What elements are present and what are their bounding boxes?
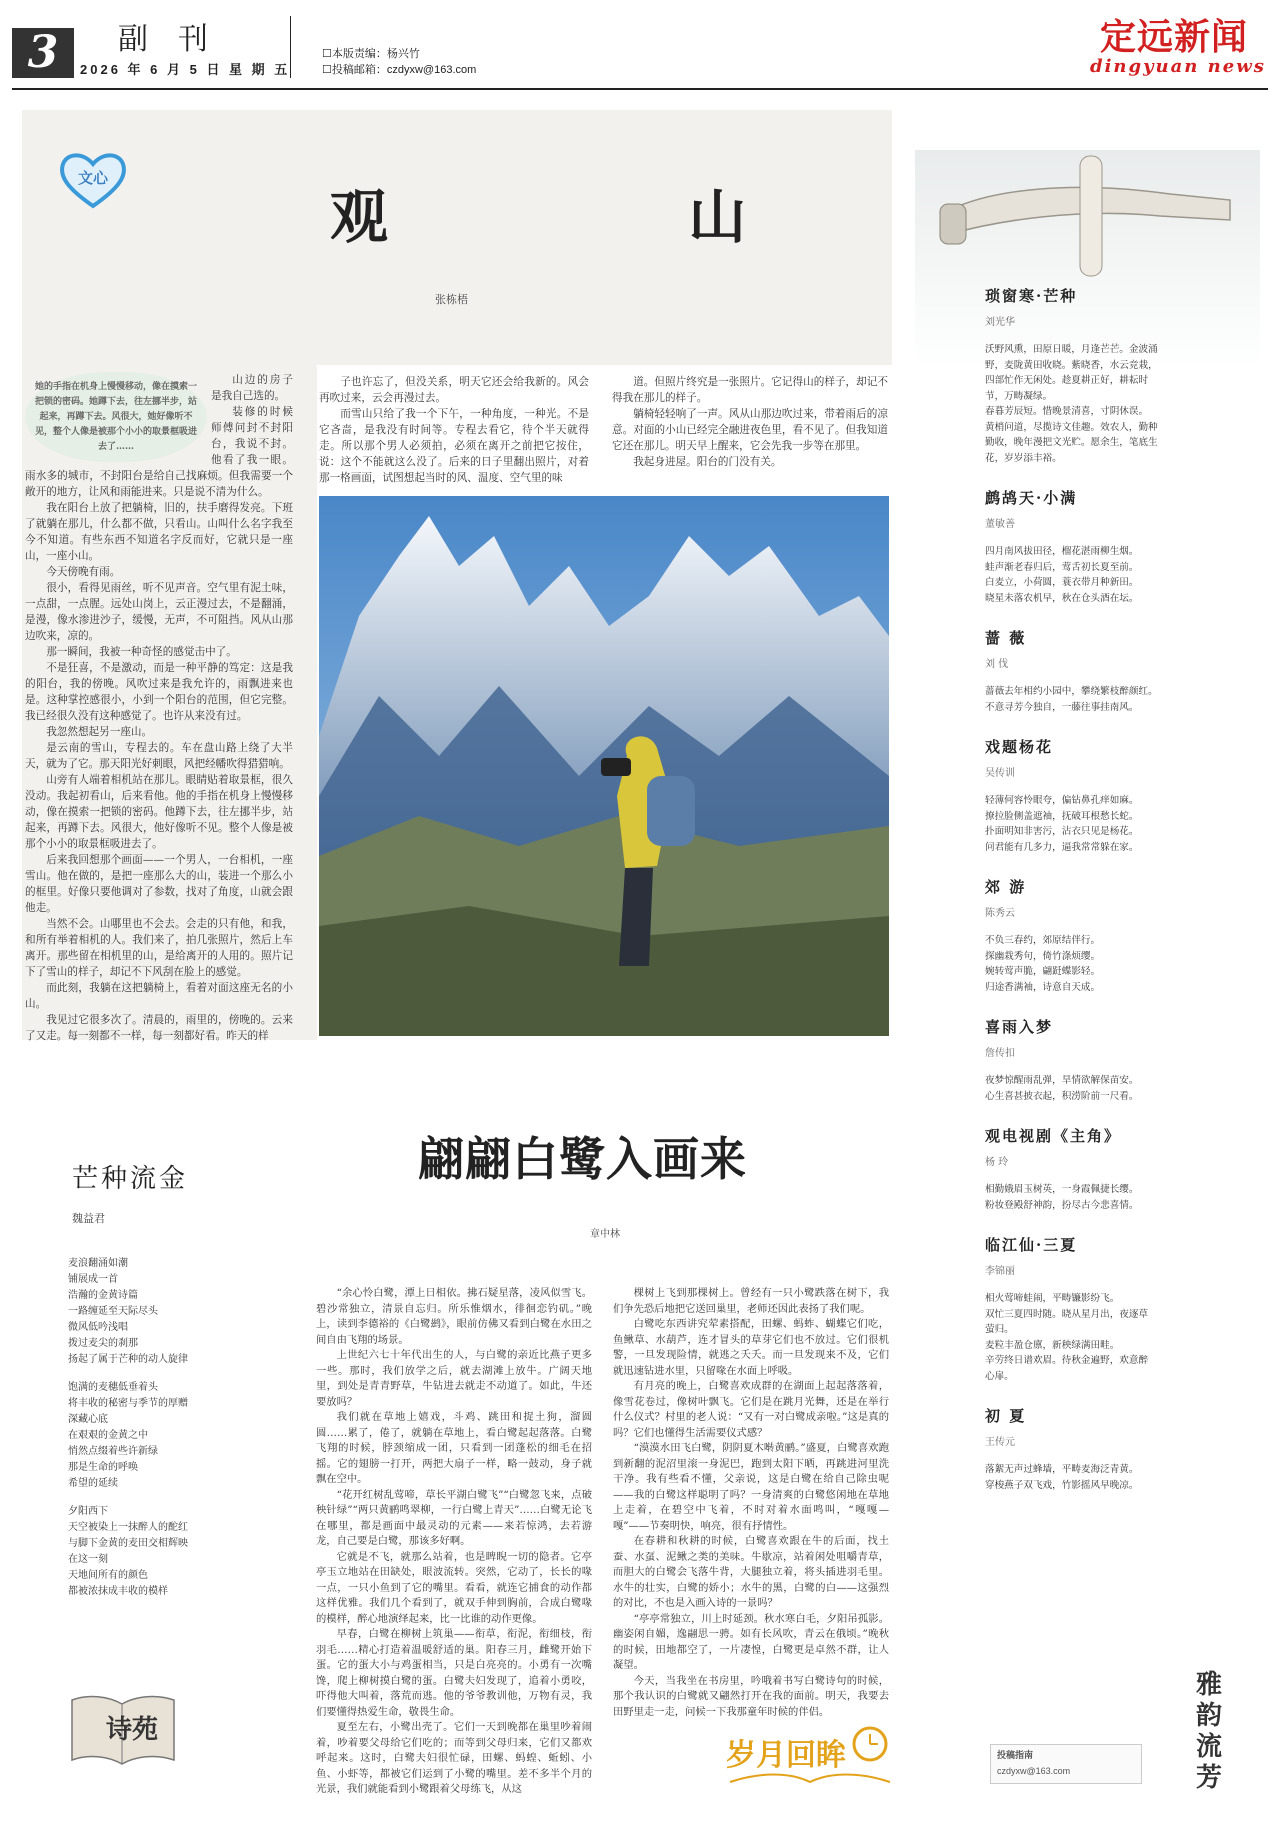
poem-line: 白麦立，小荷圆，蓑衣带月种新田。 — [985, 577, 1139, 588]
paragraph: 装修的时候师傅问封不封阳台，我说不封。他看了我一眼。雨水多的城市，不封阳台是给自己找麻烦。但我需要一个敞开的地方，让风和雨能进来。只是说不清为什么。 — [25, 406, 293, 498]
poem-title: 郊 游 — [985, 878, 1027, 896]
poem-line: 天空被染上一抹醉人的酡红 — [68, 1522, 188, 1533]
paragraph: 夏至左右，小鹭出壳了。它们一天到晚都在巢里吵着闹着，吵着要父母给它们吃的；而等到父母归来，它们又都欢呼起来。这时，白鹭夫妇很忙碌，田螺、蚂蝗、蚯蚓、小鱼、小虾等，都被它们运到了小鹭的嘴里。差不多半个月的光景，我们就能看到小鹭跟着父母练飞，从这 — [316, 1721, 592, 1795]
paragraph: 而此刻，我躺在这把躺椅上，看着对面这座无名的小山。 — [25, 982, 293, 1010]
left-poem-body — [68, 1256, 188, 1612]
poem-line: 铺展成一首 — [68, 1274, 118, 1285]
poem-line: 相火莺啼蛙闹，平畴镰影纷飞。 — [985, 1293, 1120, 1304]
poem-line: 花，岁岁添丰裕。 — [985, 452, 1062, 464]
snow-mountain-photo — [319, 496, 889, 1036]
poem-author: 董敏善 — [985, 519, 1015, 530]
poem-line: 心生喜甚披衣起，积涝阶前一尺看。 — [985, 1090, 1139, 1102]
badge-label: 文心 — [77, 169, 109, 187]
poem-block — [985, 488, 1245, 606]
poem-line: 撩拉脸侧盖遮袖，抚破耳根愁长蛇。 — [985, 810, 1139, 822]
paragraph: 我们就在草地上嬉戏，斗鸡、跳田和捉土狗，溜圆圆……累了，倦了，就躺在草地上，看白鹭起起落落。白鹭飞翔的时候，脖颈缩成一团，只看到一团蓬松的细毛在招摇。它的翅膀一打开，两把大扇子一样，略一鼓动，身子就飘在空中。 — [316, 1411, 592, 1485]
poem-line: 在这一刻 — [68, 1554, 108, 1565]
poem-title: 初 夏 — [985, 1407, 1027, 1425]
article2-column-2 — [613, 1286, 889, 1720]
guide-title: 投稿指南 — [997, 1750, 1034, 1760]
poem-line: 双忙三夏四时随。晓从星月出，夜逐草 — [985, 1308, 1149, 1320]
article-column-3 — [612, 374, 888, 470]
poem-title: 琐窗寒·芒种 — [985, 287, 1078, 305]
paragraph: 不是狂喜，不是激动，而是一种平静的笃定：这是我的阳台，我的傍晚。风吹过来是我允许的，雨飘进来也是。这种掌控感很小，小到一个阳台的范围，但它完整。我已经很久没有这种感觉了。也许从来没有过。 — [25, 662, 293, 722]
poem-author: 刘 伐 — [985, 659, 1009, 670]
poem-title: 鹧鸪天·小满 — [985, 489, 1078, 507]
paragraph: 上世纪六七十年代出生的人，与白鹭的亲近比燕子更多一些。那时，我们放学之后，就去湖滩上放牛。广阔天地里，到处是青青野草，牛钻进去就走不动道了。如此，牛还要放吗？ — [316, 1349, 592, 1408]
poem-line: 深藏心底 — [68, 1414, 108, 1425]
poem-block — [985, 877, 1245, 995]
poem-author: 陈秀云 — [985, 908, 1015, 919]
poem-line: 心扉。 — [985, 1370, 1014, 1382]
editor-line: ☐本版责编：杨兴竹 — [322, 48, 420, 60]
stanza — [68, 1380, 188, 1492]
intro-spacer — [25, 372, 211, 464]
paragraph: “漠漠水田飞白鹭，阴阴夏木啭黄鹂。”盛夏，白鹭喜欢跑到新翻的泥沼里滚一身泥巴，跑到太阳下晒，再跳进河里洗干净。我有些看不懂，父亲说，这是白鹭在给自己除虫呢——我的白鹭这样聪明了吗？一身清爽的白鹭悠闲地在草地上走着，在碧空中飞着，不时对着水面鸣叫，“嘎嘎—嘎”——节奏明快，响亮，很有抒情性。 — [613, 1442, 889, 1532]
paragraph: 我见过它很多次了。清晨的，雨里的，傍晚的。云来了又走。每一刻都不一样，每一刻都好看。昨天的样 — [25, 1014, 293, 1042]
paragraph: 我在阳台上放了把躺椅，旧的，扶手磨得发亮。下班了就躺在那儿，什么都不做，只看山。山叫什么名字我至今不知道。有些东西不知道名字反而好，它就只是一座山，一座小山。 — [25, 502, 293, 562]
stanza — [68, 1504, 188, 1600]
poem-line: 辛劳终日谱欢眉。待秋金遍野，欢意醉 — [985, 1355, 1149, 1366]
column-name-vertical: 雅韵流芳 — [1196, 1670, 1223, 1793]
poem-line: 蔷薇去年相约小园中，攀绕繁枝醉颜红。 — [985, 686, 1158, 697]
article-column-2 — [319, 374, 589, 486]
paragraph: 道。但照片终究是一张照片。它记得山的样子，却记不得我在那儿的样子。 — [612, 376, 888, 404]
article2-author: 章中林 — [590, 1229, 620, 1240]
poem-line: 粉妆登殿舒神韵，扮尽古今悲喜情。 — [985, 1199, 1139, 1211]
poem-block — [985, 628, 1245, 715]
poem-line: 轻薄何容怜眼夸，偏钻鼻孔痒如麻。 — [985, 795, 1139, 806]
poem-line: 晓星未落农机早，秋在仓头酒在坛。 — [985, 592, 1139, 604]
poem-line: 相勤娥眉玉树英，一身霞佩捷长缨。 — [985, 1184, 1139, 1195]
poem-line: 问君能有几多力，逼我常常躲在家。 — [985, 841, 1139, 853]
poem-title: 蔷 薇 — [985, 629, 1027, 647]
paragraph: 那一瞬间，我被一种奇怪的感觉击中了。 — [46, 646, 237, 658]
paragraph: 早春，白鹭在柳树上筑巢——衔草，衔泥，衔细枝，衔羽毛……精心打造着温暖舒适的巢。阳春三月，雌鹭开始下蛋。它的蛋大小与鸡蛋相当，只是白亮亮的。小勇有一次嘴馋，爬上柳树摸白鹭的蛋。白鹭夫妇发现了，追着小勇咬，吓得他大叫着，落荒而逃。他的爷爷教训他，万物有灵，我们要懂得热爱生命，敬畏生命。 — [316, 1628, 592, 1718]
poem-title: 戏题杨花 — [985, 738, 1054, 756]
poem-line: 微风低吟浅唱 — [68, 1322, 128, 1333]
paragraph: 今天，当我坐在书房里，吟哦着书写白鹭诗句的时候，那个我认识的白鹭就又翩然打开在我的面前。明天，我要去田野里走一走，问候一下我那童年时候的伴侣。 — [613, 1674, 889, 1718]
paragraph: 很小，看得见雨丝，听不见声音。空气里有泥土味，一点甜，一点腥。远处山岗上，云正漫过去，不是翻涌，是漫，像水渗进沙子，缓慢，无声，不可阻挡。风从山那边吹来，凉的。 — [25, 582, 293, 642]
article2-column-1 — [316, 1286, 592, 1798]
paragraph: 躺椅轻轻响了一声。风从山那边吹过来，带着雨后的凉意。对面的小山已经完全融进夜色里，看不见了。但我知道它还在那儿。明天早上醒来，它会先我一步等在那里。 — [612, 408, 888, 452]
poem-line: 浩瀚的金黄诗篇 — [68, 1290, 138, 1301]
paragraph: 而雪山只给了我一个下午，一种角度，一种光。不是它吝啬，是我没有时间等。专程去看它，待个半天就得走。所以那个男人必须拍，必须在离开之前把它按住，说：这个不能就这么没了。后来的日子里翻出照片，对着那一格画面，试图想起当时的风、温度、空气里的味 — [319, 408, 589, 484]
poem-line: 野，麦陇黄田收晓。紫晓香，水云竞栽， — [985, 359, 1158, 371]
poem-line: 将丰收的秘密与季节的厚赠 — [68, 1398, 188, 1409]
paragraph: 棵树上飞到那棵树上。曾经有一只小鹭跌落在树下，我们争先恐后地把它送回巢里，老师还因此表扬了我们呢。 — [613, 1287, 889, 1315]
email-line[interactable]: ☐投稿邮箱：czdyxw@163.com — [322, 64, 477, 76]
article-author: 张栋梧 — [435, 293, 468, 306]
poem-line: 天地间所有的颜色 — [68, 1570, 148, 1581]
newspaper-logo-en: dingyuan news — [1090, 56, 1266, 77]
wenxin-heart-icon — [57, 150, 129, 210]
poem-line: 黄梢问道，尽揽诗文佳趣。效农人，勤种 — [985, 421, 1158, 433]
left-poem-author: 魏益君 — [72, 1212, 105, 1225]
paragraph: 是云南的雪山，专程去的。车在盘山路上绕了大半天，就为了它。那天阳光好刺眼，风把经幡吹得猎猎响。 — [25, 742, 293, 770]
poem-author: 李锦丽 — [985, 1266, 1015, 1277]
shiyuan-book-icon — [68, 1680, 178, 1780]
poem-block — [985, 1126, 1245, 1213]
paragraph: 我起身进屋。阳台的门没有关。 — [633, 456, 782, 468]
paragraph: 有月亮的晚上，白鹭喜欢成群的在湖面上起起落落着，像雪花卷过，像树叶飘飞。它们是在跳月光舞，还是在举行什么仪式？村里的老人说：“又有一对白鹭成亲啦。”这是真的吗？它们也懂得生活需要仪式感？ — [613, 1380, 889, 1439]
poem-line: 夜梦惊醒雨乱弹，旱情欲解保苗安。 — [985, 1075, 1139, 1086]
poem-author: 詹传扣 — [985, 1048, 1015, 1059]
poem-line: 四部忙作无闲处。趁夏耕正好，耕耘时 — [985, 375, 1149, 386]
shiyuan-char-1: 诗苑 — [106, 1715, 159, 1745]
poem-line: 归途香满袖，诗意自天成。 — [985, 981, 1101, 993]
poem-line: 希望的延续 — [68, 1478, 118, 1489]
paragraph: “余心怜白鹭，潭上日相依。拂石疑星落，凌风似雪飞。碧沙常独立，清景自忘归。所乐惟烟水，徘徊恋钓矶。”晚上，读到李德裕的《白鹭鹚》，眼前仿佛又看到白鹭在水田之间自由飞翔的场景。 — [316, 1287, 592, 1346]
editor-info — [322, 46, 476, 78]
poem-line: 那是生命的呼唤 — [68, 1462, 138, 1473]
poem-line: 春暮芳辰短。惜晚景清喜，寸阴休误。 — [985, 406, 1149, 417]
poem-line: 在艰艰的金黄之中 — [68, 1430, 148, 1441]
poem-block — [985, 286, 1245, 466]
poem-line: 夕阳西下 — [68, 1506, 108, 1517]
poem-author: 杨 玲 — [985, 1157, 1009, 1168]
poem-line: 悄然点缀着些许新绿 — [68, 1446, 158, 1457]
poem-line: 四月南风拔田径，榴花湛雨柳生烟。 — [985, 546, 1139, 557]
article2-title: 翩翩白鹭入画来 — [418, 1132, 747, 1186]
paragraph: “亭亭常独立，川上时延颈。秋水寒白毛，夕阳吊孤影。幽姿闲自媚，逸翮思一骋。如有长风吹，青云在俄顷。”晚秋的时候，田地都空了，一片凄惶，白鹭更是卓然不群，让人凝望。 — [613, 1612, 889, 1671]
poem-line: 婉转莺声脆，翩跹蝶影轻。 — [985, 966, 1101, 977]
paragraph: 白鹭吃东西讲究荤素搭配，田螺、蚂蚱、蝴蝶它们吃，鱼鳅草、水葫芦，连才冒头的草芽它们也不放过。它们很机警，一旦发现险情，就逃之夭夭。而一旦发现来不及，它们就迅速钻进水里，只留喙在水面上呼吸。 — [613, 1318, 889, 1377]
poem-line: 蛙声渐老春归后，莺舌初长夏至前。 — [985, 561, 1139, 573]
poem-line: 不意寻芳今独自，一藤往事挂南风。 — [985, 701, 1139, 713]
poem-author: 刘光华 — [985, 317, 1015, 328]
poem-block — [985, 737, 1245, 855]
page-number: 3 — [12, 28, 74, 78]
poem-title: 观电视剧《主角》 — [985, 1127, 1122, 1145]
poem-block — [985, 1235, 1245, 1384]
poem-author: 王传元 — [985, 1437, 1015, 1448]
suiyue-badge — [720, 1720, 900, 1790]
poem-line: 一路缠延至天际尽头 — [68, 1306, 158, 1317]
submission-guide — [990, 1744, 1142, 1784]
suiyue-label: 岁月回眸 — [726, 1738, 846, 1773]
poem-line: 节，万畴凝绿。 — [985, 390, 1053, 402]
poem-line: 落絮无声过蜂墙，平畴麦海泛青黄。 — [985, 1464, 1139, 1475]
scroll-icon — [930, 150, 1250, 290]
poem-line: 探幽栽秀句，倚竹涤烦缨。 — [985, 950, 1101, 962]
issue-date: 2026 年 6 月 5 日 星 期 五 — [80, 62, 291, 77]
poem-line: 都被浓抹成丰收的模样 — [68, 1586, 168, 1597]
poem-line: 麦浪翻涌如潮 — [68, 1258, 128, 1269]
paragraph: 山旁有人端着相机站在那儿。眼睛贴着取景框，很久没动。我起初看山，后来看他。他的手指在机身上慢慢移动，像在摸索一把锁的密码。他蹲下去，往左挪半步，站起来，再蹲下去。风很大，他好像听不见。整个人像是被那个小小的取景框吸进去了。 — [25, 774, 293, 850]
poem-line: 勤收，晚年漫把文光贮。愿余生，笔底生 — [985, 437, 1158, 448]
article-title: 观 山 — [330, 183, 887, 251]
poem-title: 临江仙·三夏 — [985, 1236, 1078, 1254]
poem-line: 拨过麦尖的刹那 — [68, 1338, 138, 1349]
poem-line: 扑面明知非害污，沾衣只见是杨花。 — [985, 826, 1139, 837]
poem-title: 喜雨入梦 — [985, 1018, 1054, 1036]
section-name: 副刊 — [118, 22, 238, 57]
stanza — [68, 1256, 188, 1368]
poem-line: 沃野风熏，田原日暖，月逢芒芒。金波涌 — [985, 344, 1158, 355]
newspaper-logo: 定远新闻 — [1100, 16, 1249, 58]
poem-line: 不负三春约，郊原结伴行。 — [985, 935, 1101, 946]
guide-email[interactable]: czdyxw@163.com — [997, 1766, 1071, 1776]
paragraph: 后来我回想那个画面——一个男人，一台相机，一座雪山。他在做的，是把一座那么大的山，装进一个那么小的框里。好像只要他调对了参数，找对了角度，山就会跟他走。 — [25, 854, 293, 914]
paragraph: 当然不会。山哪里也不会去。会走的只有他，和我，和所有举着相机的人。我们来了，拍几张照片，然后上车离开。那些留在相机里的山，是给离开的人用的。照片记下了雪山的样子，却记不下风刮在脸上的感觉。 — [25, 918, 293, 978]
poem-line: 扬起了属于芒种的动人旋律 — [68, 1354, 188, 1365]
poem-line: 饱满的麦穗低垂着头 — [68, 1382, 158, 1393]
paragraph: 子也许忘了，但没关系，明天它还会给我新的。风会再吹过来，云会再漫过去。 — [319, 376, 589, 404]
poem-line: 麦粒丰盈仓廪，新秧绿满田畦。 — [985, 1339, 1120, 1351]
poem-line: 与脚下金黄的麦田交相辉映 — [68, 1538, 188, 1549]
paragraph: 它就是不飞，就那么站着，也是睥睨一切的隐者。它亭亭玉立地站在田缺处，眼波流转。突然，它动了，长长的喙一点，一只小鱼到了它的嘴里。看看，就连它捕食的动作都这样优雅。我们几个看到了，就双手伸到胸前，合成白鹭喙的模样，醉心地演绎起来，比一比谁的动作更像。 — [316, 1550, 592, 1625]
poem-line: 穿梭燕子双飞戏，竹影摇风早晚凉。 — [985, 1479, 1139, 1491]
poem-block — [985, 1406, 1245, 1493]
paragraph: 山边的房子是我自己选的。 — [211, 374, 293, 402]
paragraph: 我忽然想起另一座山。 — [46, 726, 153, 738]
paragraph: “花开红树乱莺啼，草长平湖白鹭飞”“白鹭忽飞来，点破秧针绿”“两只黄鹂鸣翠柳，一行白鹭上青天”……白鹭无论飞在哪里，都是画面中最灵动的元素——来若惊鸿，去若游龙，自己要是白鹭，那该多好啊。 — [316, 1488, 592, 1547]
poem-block — [985, 1017, 1245, 1104]
poetry-column — [985, 286, 1245, 1515]
paragraph: 在春耕和秋耕的时候，白鹭喜欢跟在牛的后面，找土蚕、水虿、泥鳅之类的美味。牛歇凉，站着闲处咀嚼青草，而胆大的白鹭会飞落牛背，大腿独立着，将头插进羽毛里。水牛的壮实，白鹭的娇小；水牛的黑，白鹭的白——这强烈的对比，不也是入画入诗的一景吗？ — [613, 1535, 889, 1609]
poem-author: 吴传训 — [985, 768, 1015, 779]
intro-text: 她的手指在机身上慢慢移动，像在摸索一把锁的密码。她蹲下去，往左挪半步，站起来，再蹲下去。风很大，她好像听不见，整个人像是被那个小小的取景框吸进去了…… — [35, 382, 198, 452]
poem-line: 萤归。 — [985, 1324, 1014, 1335]
article-column-1 — [25, 372, 293, 1042]
header-divider — [290, 16, 291, 78]
paragraph: 今天傍晚有雨。 — [46, 566, 121, 578]
left-poem-title: 芒种流金 — [72, 1164, 189, 1194]
